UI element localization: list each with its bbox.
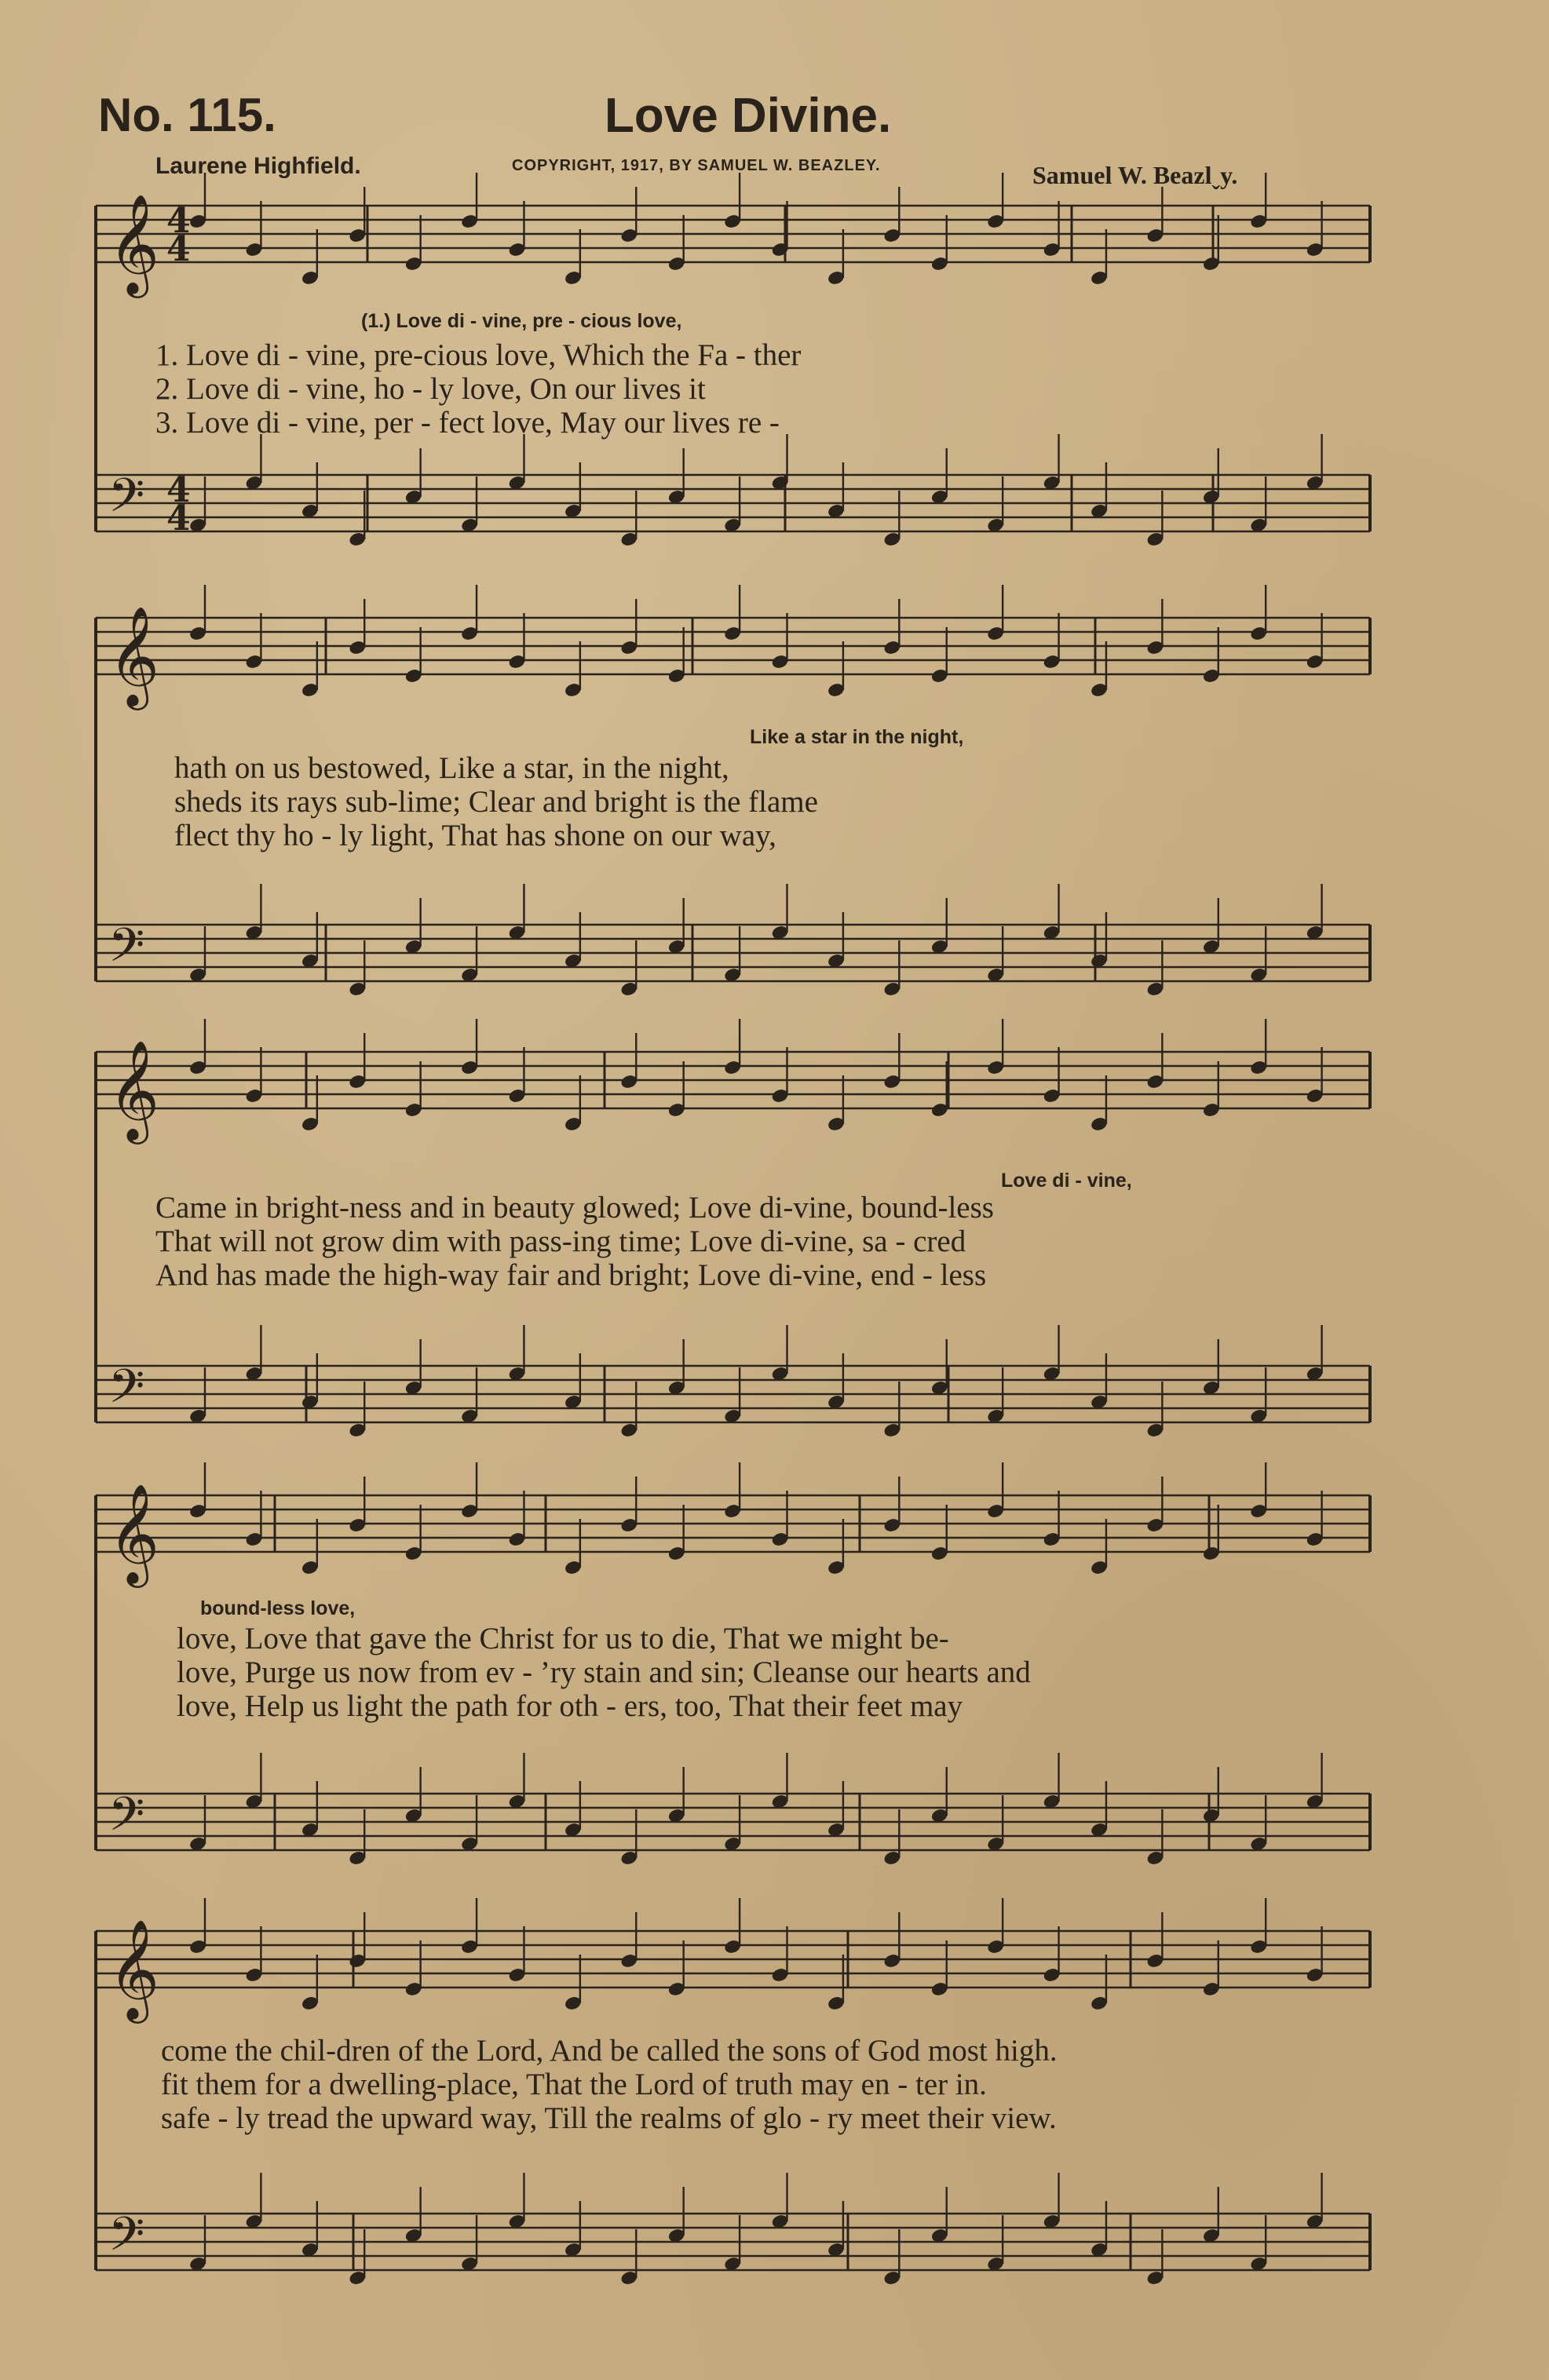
hymn-title: Love Divine. xyxy=(605,89,892,143)
verse-3-line: safe - ly tread the upward way, Till the realms of glo - ry meet their view. xyxy=(161,2101,1057,2135)
cue-lyric: Love di - vine, xyxy=(1001,1170,1132,1192)
verse-1-line: come the chil-dren of the Lord, And be called the sons of God most high. xyxy=(161,2034,1058,2068)
hymn-copyright: COPYRIGHT, 1917, BY SAMUEL W. BEAZLEY. xyxy=(512,157,881,174)
verse-1-line: 1. Love di - vine, pre-cious love, Which the Fa - ther xyxy=(155,338,802,372)
bass-clef-icon: 𝄢 xyxy=(108,468,145,534)
verse-1-line: love, Love that gave the Christ for us to die, That we might be- xyxy=(177,1622,949,1655)
treble-clef-icon: 𝄞 xyxy=(108,605,160,706)
verse-3-line: And has made the high-way fair and bright; Love di-vine, end - less xyxy=(155,1258,987,1292)
treble-clef-icon: 𝄞 xyxy=(108,1483,160,1583)
bass-clef-icon: 𝄢 xyxy=(108,918,145,984)
bass-clef-icon: 𝄢 xyxy=(108,2207,145,2272)
verse-2-line: fit them for a dwelling-place, That the Lord of truth may en - ter in. xyxy=(161,2068,987,2101)
hymn-number: No. 115. xyxy=(98,89,276,141)
time-signature: 4 xyxy=(166,201,191,241)
cue-lyric: Like a star in the night, xyxy=(750,726,964,748)
verse-3-line: love, Help us light the path for oth - ers, too, That their feet may xyxy=(177,1689,963,1723)
verse-1-line: Came in bright-ness and in beauty glowed; Love di-vine, bound-less xyxy=(155,1191,994,1225)
verse-3-line: 3. Love di - vine, per - fect love, May our lives re - xyxy=(155,406,780,440)
verse-2-line: sheds its rays sub-lime; Clear and bright is the flame xyxy=(174,785,818,819)
treble-clef-icon: 𝄞 xyxy=(108,193,160,294)
time-signature: 4 xyxy=(166,498,191,538)
bass-clef-icon: 𝄢 xyxy=(108,1359,145,1425)
cue-lyric: (1.) Love di - vine, pre - cious love, xyxy=(361,310,682,332)
bass-clef-icon: 𝄢 xyxy=(108,1787,145,1853)
verse-2-line: love, Purge us now from ev - ’ry stain and sin; Cleanse our hearts and xyxy=(177,1655,1031,1689)
time-signature: 4 xyxy=(166,229,191,269)
time-signature: 4 xyxy=(166,470,191,510)
hymn-author: Laurene Highfield. xyxy=(155,153,361,179)
hymn-composer: Samuel W. Beazlˬy. xyxy=(1032,161,1238,189)
verse-2-line: That will not grow dim with pass-ing time; Love di-vine, sa - cred xyxy=(155,1225,966,1258)
treble-clef-icon: 𝄞 xyxy=(108,1918,160,2019)
verse-3-line: flect thy ho - ly light, That has shone on our way, xyxy=(174,819,776,852)
verse-2-line: 2. Love di - vine, ho - ly love, On our lives it xyxy=(155,372,706,406)
verse-1-line: hath on us bestowed, Like a star, in the night, xyxy=(174,751,729,785)
treble-clef-icon: 𝄞 xyxy=(108,1039,160,1140)
cue-lyric: bound-less love, xyxy=(200,1597,356,1619)
